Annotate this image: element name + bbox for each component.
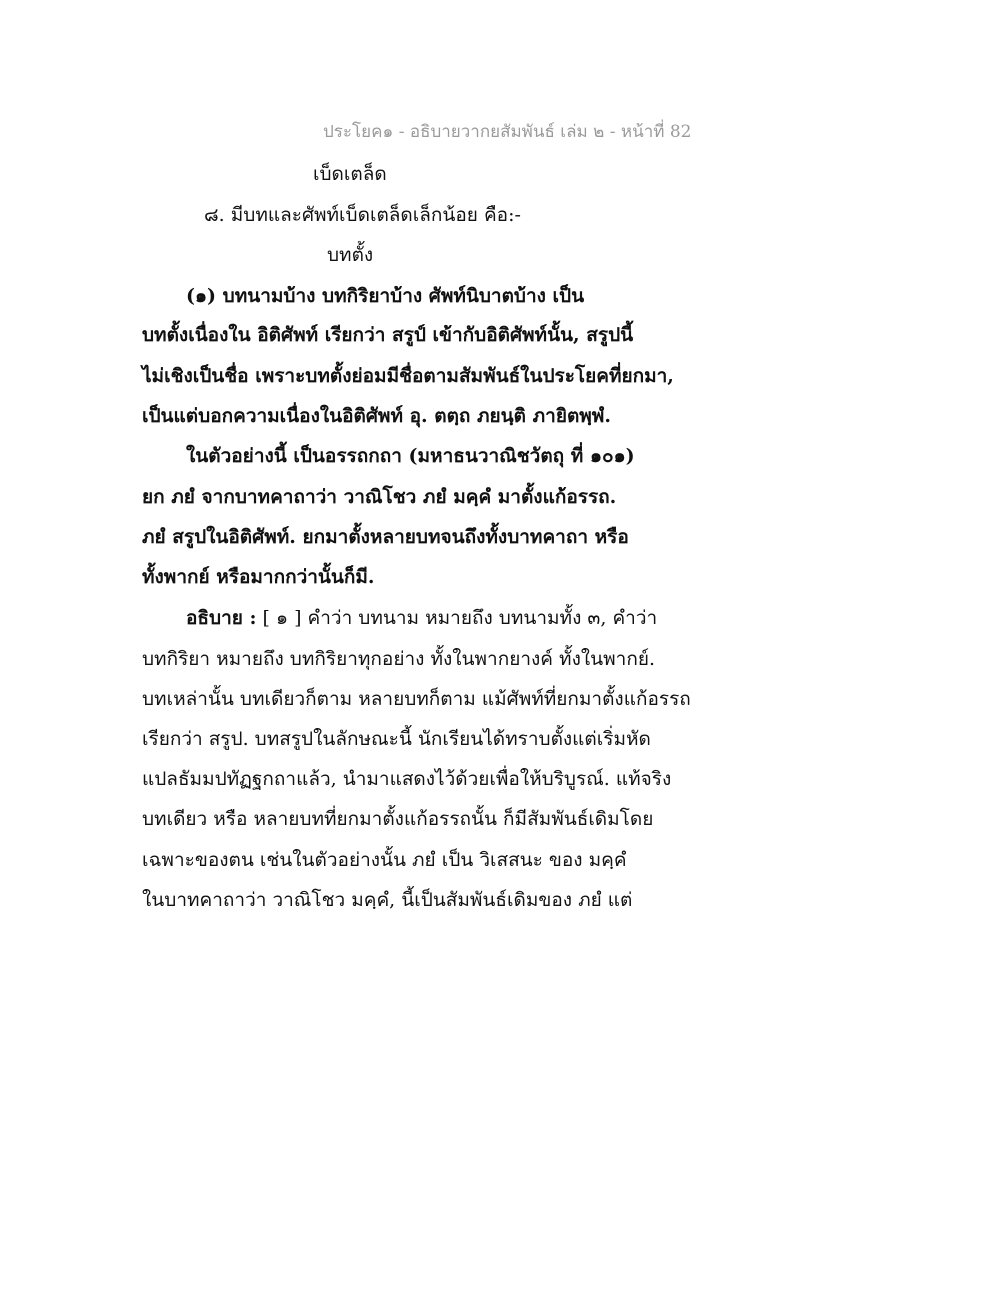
rule-line: ภยํ สรูปในอิติศัพท์. ยกมาตั้งหลายบทจนถึงทั้งบาทคาถา หรือ xyxy=(142,526,629,548)
section-heading: เบ็ดเตล็ด xyxy=(313,163,387,185)
explanation-label: อธิบาย : xyxy=(186,607,257,629)
explanation-line: เรียกว่า สรูป. บทสรูปในลักษณะนี้ นักเรียนได้ทราบตั้งแต่เริ่มหัด xyxy=(142,728,651,750)
explanation-text: [ ๑ ] คำว่า บทนาม หมายถึง บทนามทั้ง ๓, คำว่า xyxy=(256,607,658,629)
explanation-line: บทเหล่านั้น บทเดียวก็ตาม หลายบทก็ตาม แม้ศัพท์ที่ยกมาตั้งแก้อรรถ xyxy=(142,688,691,710)
subsection-heading: บทตั้ง xyxy=(327,244,374,266)
explanation-line: ในบาทคาถาว่า วาณิโชว มคฺคํ, นี้เป็นสัมพันธ์เดิมของ ภยํ แต่ xyxy=(142,889,633,911)
explanation-line: เฉพาะของตน เช่นในตัวอย่างนั้น ภยํ เป็น วิเสสนะ ของ มคฺคํ xyxy=(142,849,627,871)
rule-line: ไม่เชิงเป็นชื่อ เพราะบทตั้งย่อมมีชื่อตามสัมพันธ์ในประโยคที่ยกมา, xyxy=(142,365,674,387)
rule-line: เป็นแต่บอกความเนื่องในอิติศัพท์ อุ. ตตฺถ ภยนฺติ ภายิตพฺพํ. xyxy=(142,405,611,427)
rule-line: ในตัวอย่างนี้ เป็นอรรถกถา (มหาธนวาณิชวัตถุ ที่ ๑๐๑) xyxy=(186,445,635,467)
explanation-line: บทเดียว หรือ หลายบทที่ยกมาตั้งแก้อรรถนั้น ก็มีสัมพันธ์เดิมโดย xyxy=(142,808,654,830)
page-header: ประโยค๑ - อธิบายวากยสัมพันธ์ เล่ม ๒ - หน้าที่ 82 xyxy=(323,122,692,142)
explanation-line: แปลธัมมปทัฏฐกถาแล้ว, นำมาแสดงไว้ด้วยเพื่อให้บริบูรณ์. แท้จริง xyxy=(142,768,672,790)
explanation-line: บทกิริยา หมายถึง บทกิริยาทุกอย่าง ทั้งในพากยางค์ ทั้งในพากย์. xyxy=(142,648,655,670)
rule-line: (๑) บทนามบ้าง บทกิริยาบ้าง ศัพท์นิบาตบ้าง เป็น xyxy=(186,285,585,307)
rule-line: บทตั้งเนื่องใน อิติศัพท์ เรียกว่า สรูป์ เข้ากับอิติศัพท์นั้น, สรูปนี้ xyxy=(142,324,634,346)
explanation-first-line xyxy=(186,609,657,628)
rule-line: ยก ภยํ จากบาทคาถาว่า วาณิโชว ภยํ มคฺคํ มาตั้งแก้อรรถ. xyxy=(142,486,617,508)
rule-line: ทั้งพากย์ หรือมากกว่านั้นก็มี. xyxy=(142,566,375,588)
numbered-item-8: ๘. มีบทและศัพท์เบ็ดเตล็ดเล็กน้อย คือ:- xyxy=(204,204,521,226)
